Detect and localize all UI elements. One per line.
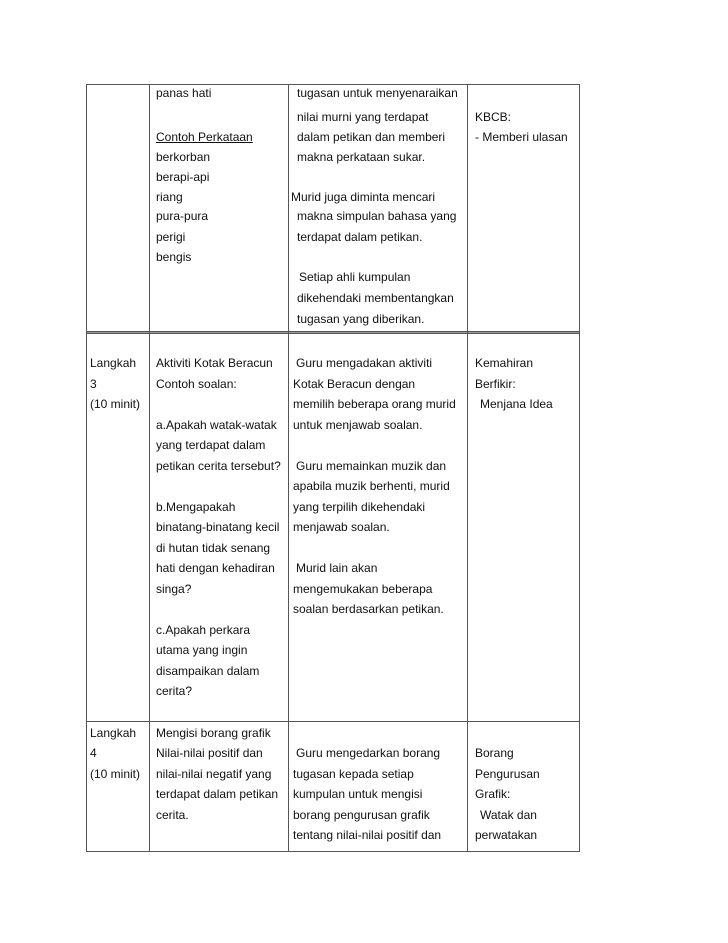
- row-divider: [86, 721, 580, 722]
- cell-line: Mengisi borang grafik: [156, 726, 271, 740]
- cell-line: Setiap ahli kumpulan: [299, 270, 411, 284]
- cell-line: Berfikir:: [475, 377, 516, 391]
- cell-line: Langkah: [90, 356, 137, 370]
- cell-line: yang terdapat dalam: [156, 438, 266, 452]
- cell-line: Borang: [475, 746, 514, 760]
- cell-line: a.Apakah watak-watak: [156, 418, 277, 432]
- cell-line: untuk menjawab soalan.: [293, 418, 423, 432]
- cell-line: borang pengurusan grafik: [293, 808, 430, 822]
- cell-line: perwatakan: [475, 828, 538, 842]
- cell-line: disampaikan dalam: [156, 664, 260, 678]
- cell-line: apabila muzik berhenti, murid: [293, 479, 450, 493]
- cell-line: b.Mengapakah: [156, 500, 236, 514]
- cell-line: Murid juga diminta mencari: [291, 190, 436, 204]
- cell-line: utama yang ingin: [156, 643, 248, 657]
- cell-line: berapi-api: [156, 170, 210, 184]
- cell-line: Murid lain akan: [296, 561, 378, 575]
- cell-line: tugasan untuk menyenaraikan: [297, 86, 458, 100]
- cell-line: binatang-binatang kecil: [156, 520, 280, 534]
- cell-line: Kemahiran: [475, 356, 534, 370]
- row-divider: [86, 331, 580, 334]
- cell-line: terdapat dalam petikan: [156, 787, 279, 801]
- cell-line: dikehendaki membentangkan: [297, 291, 454, 305]
- column-divider: [149, 84, 150, 852]
- cell-line: Langkah: [90, 726, 137, 740]
- cell-line: menjawab soalan.: [293, 520, 390, 534]
- cell-line: berkorban: [156, 150, 211, 164]
- column-divider: [579, 84, 580, 852]
- cell-line: makna perkataan sukar.: [297, 150, 426, 164]
- table-top-border: [86, 84, 580, 85]
- column-divider: [467, 84, 468, 852]
- cell-line: bengis: [156, 250, 192, 264]
- cell-line: Guru memainkan muzik dan: [296, 459, 447, 473]
- cell-line: Grafik:: [475, 787, 511, 801]
- cell-line: Nilai-nilai positif dan: [156, 746, 263, 760]
- cell-line: memilih beberapa orang murid: [293, 397, 456, 411]
- cell-line: terdapat dalam petikan.: [297, 230, 423, 244]
- cell-line: di hutan tidak senang: [156, 541, 271, 555]
- cell-line: dalam petikan dan memberi: [297, 130, 446, 144]
- cell-line: (10 minit): [90, 767, 141, 781]
- cell-line: 4: [90, 746, 97, 760]
- cell-line: - Memberi ulasan: [475, 130, 568, 144]
- table-bottom-border: [86, 851, 580, 852]
- cell-line: Guru mengadakan aktiviti: [296, 356, 433, 370]
- cell-line-underlined: Contoh Perkataan: [156, 130, 253, 144]
- cell-line: cerita?: [156, 684, 193, 698]
- cell-line: Menjana Idea: [480, 397, 553, 411]
- cell-line: kumpulan untuk mengisi: [293, 787, 423, 801]
- cell-line: nilai-nilai negatif yang: [156, 767, 272, 781]
- cell-line: (10 minit): [90, 397, 141, 411]
- cell-line: Aktiviti Kotak Beracun: [156, 356, 273, 370]
- cell-line: cerita.: [156, 808, 189, 822]
- cell-line: yang terpilih dikehendaki: [293, 500, 426, 514]
- cell-line: tentang nilai-nilai positif dan: [293, 828, 442, 842]
- cell-line: makna simpulan bahasa yang: [297, 209, 457, 223]
- cell-line: Pengurusan: [475, 767, 540, 781]
- cell-line: pura-pura: [156, 209, 209, 223]
- cell-line: tugasan kepada setiap: [293, 767, 414, 781]
- cell-line: 3: [90, 377, 97, 391]
- cell-line: petikan cerita tersebut?: [156, 459, 281, 473]
- cell-line: Kotak Beracun dengan: [293, 377, 416, 391]
- cell-line: Guru mengedarkan borang: [296, 746, 441, 760]
- cell-line: riang: [156, 190, 183, 204]
- cell-line: c.Apakah perkara: [156, 623, 251, 637]
- column-divider: [288, 84, 289, 852]
- column-divider: [86, 84, 87, 852]
- cell-line: Contoh soalan:: [156, 377, 237, 391]
- cell-line: Watak dan: [480, 808, 537, 822]
- cell-line: perigi: [156, 230, 186, 244]
- cell-line: singa?: [156, 582, 192, 596]
- cell-line: panas hati: [156, 86, 212, 100]
- cell-line: mengemukakan beberapa: [293, 582, 433, 596]
- cell-line: KBCB:: [475, 110, 512, 124]
- cell-line: hati dengan kehadiran: [156, 561, 275, 575]
- cell-line: nilai murni yang terdapat: [297, 110, 429, 124]
- cell-line: tugasan yang diberikan.: [297, 312, 425, 326]
- cell-line: soalan berdasarkan petikan.: [293, 602, 444, 616]
